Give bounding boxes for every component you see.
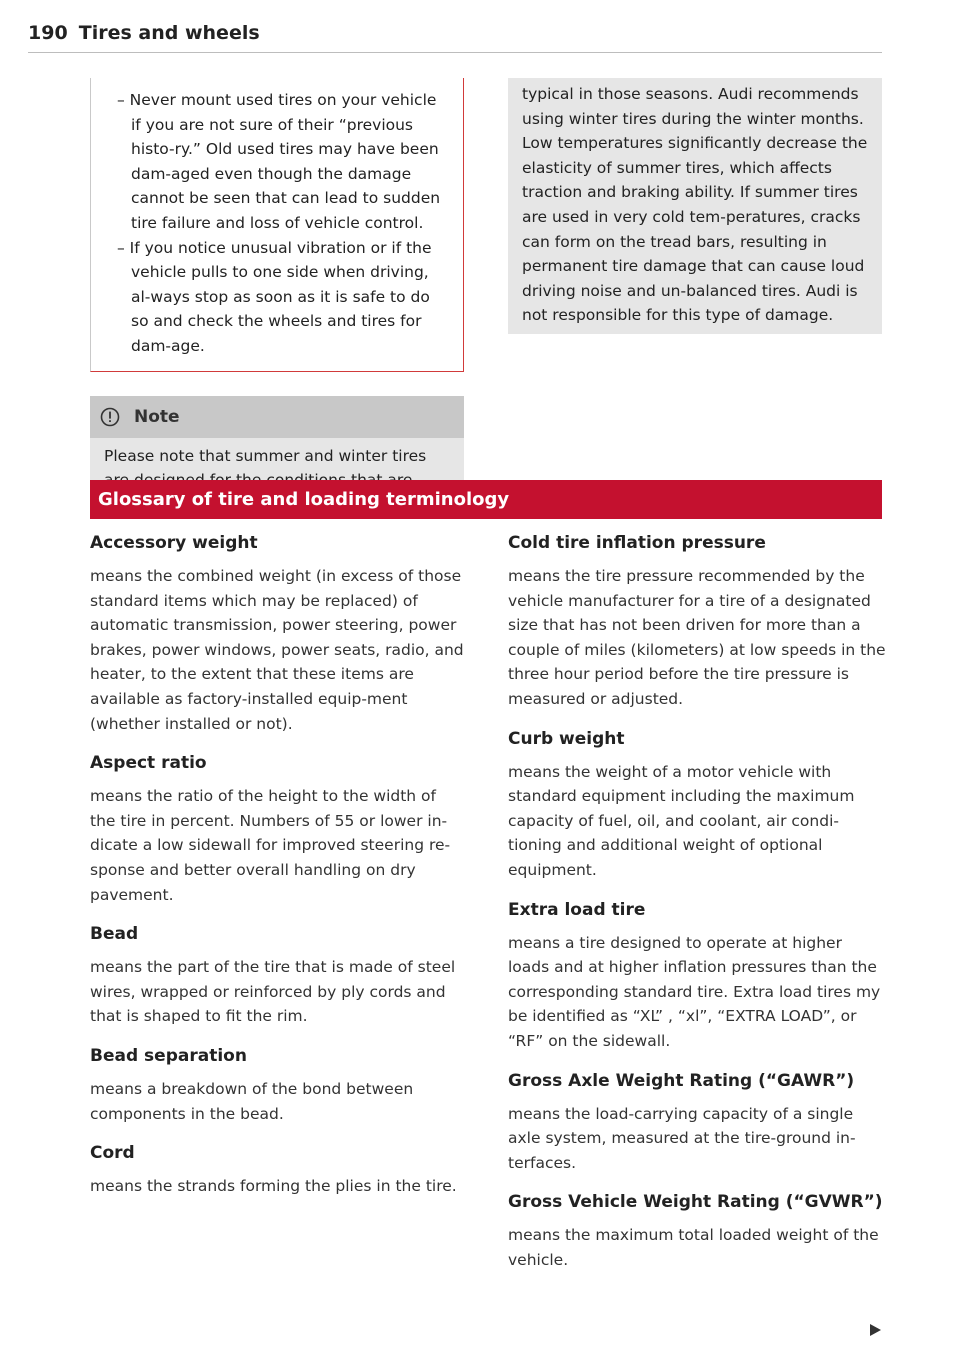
term-definition: means the strands forming the plies in the tire. <box>90 1177 457 1196</box>
info-circle-icon <box>100 407 120 427</box>
glossary-term <box>508 897 886 1054</box>
glossary-left-column <box>90 530 464 1213</box>
term-title: Cold tire inflation pressure <box>508 533 766 553</box>
term-definition: means the weight of a motor vehicle with standard equipment including the maximum capacity of fuel, oil, and coolant, air condi-tioning and additional weight of optional equipment. <box>508 762 855 879</box>
term-title: Cord <box>90 1143 135 1164</box>
term-title: Bead <box>90 924 139 945</box>
term-title: Extra load tire <box>508 899 646 920</box>
term-definition: means the part of the tire that is made of steel wires, wrapped or reinforced by ply cords and that is shaped to fit the rim. <box>90 958 456 1026</box>
term-definition: means the ratio of the height to the width of the tire in percent. Numbers of 55 or lower in-dicate a low sidewall for improved steering re-sponse and better overall handling on dry pavement. <box>90 787 451 904</box>
warning-item: – Never mount used tires on your vehicle if you are not sure of their “previous histo-ry.” Old used tires may have been dam-aged even though the damage cannot be seen that can lead to sudden tire failure and loss of vehicle control. <box>117 91 441 232</box>
note-text-part2: typical in those seasons. Audi recommends using winter tires during the winter months. Low temperatures significantly decrease the elasticity of summer tires, which affects traction and braking ability. If summer tires are used in very cold tem-peratures, cracks can form on the tread bars, resulting in permanent tire damage that can cause loud driving noise and un-balanced tires. Audi is not responsible for this type of damage. <box>508 78 882 334</box>
section-title: Tires and wheels <box>78 22 260 44</box>
continue-arrow-icon <box>868 1323 882 1337</box>
term-definition: means the combined weight (in excess of those standard items which may be replaced) of automatic transmission, power steering, power brakes, power windows, power seats, radio, and heater, to the extent that these items are available as factory-installed equip-ment (whether installed or not). <box>90 567 464 733</box>
glossary-heading: Glossary of tire and loading terminology <box>90 480 882 519</box>
term-definition: means a breakdown of the bond between components in the bead. <box>90 1079 414 1123</box>
left-column <box>90 78 464 501</box>
term-title: Gross Axle Weight Rating (“GAWR”) <box>508 1070 855 1091</box>
term-definition: means the load-carrying capacity of a single axle system, measured at the tire-ground in-terfaces. <box>508 1104 856 1172</box>
glossary-term <box>90 750 464 907</box>
glossary-term <box>90 1140 464 1199</box>
glossary-term <box>508 1068 886 1176</box>
term-title: Curb weight <box>508 728 625 749</box>
glossary-term <box>90 530 464 736</box>
glossary-term <box>508 726 886 883</box>
warning-box <box>90 78 464 372</box>
glossary-term <box>508 530 886 712</box>
note-text-part1: Please note that summer and winter tires <box>90 438 464 501</box>
term-title: Accessory weight <box>90 533 258 553</box>
warning-item: – If you notice unusual vibration or if the vehicle pulls to one side when driving, al-ways stop as soon as it is safe to do so and check the wheels and tires for dam-age. <box>117 238 432 355</box>
note-header <box>90 396 464 438</box>
glossary-term <box>508 1189 886 1272</box>
term-definition: means the maximum total loaded weight of the vehicle. <box>508 1226 879 1269</box>
glossary-right-column <box>508 530 886 1286</box>
note-label: Note <box>134 406 180 427</box>
term-title: Gross Vehicle Weight Rating (“GVWR”) <box>508 1192 883 1213</box>
term-definition: means the tire pressure recommended by the vehicle manufacturer for a tire of a designated size that has not been driven for more than a couple of miles (kilometers) at low speeds in the three hour period before the tire pressure is measured or adjusted. <box>508 567 886 708</box>
term-definition: means a tire designed to operate at higher loads and at higher inflation pressures than the corresponding standard tire. Extra load tires my be identified as “XL” , “xl”, “EXTRA LOAD”, or “RF” on the sidewall. <box>508 933 881 1050</box>
term-title: Bead separation <box>90 1045 247 1066</box>
page-header <box>28 22 882 53</box>
glossary-term <box>90 921 464 1029</box>
right-column <box>508 78 882 334</box>
term-title: Aspect ratio <box>90 753 207 774</box>
glossary-term <box>90 1043 464 1126</box>
page-number: 190 <box>28 22 68 44</box>
